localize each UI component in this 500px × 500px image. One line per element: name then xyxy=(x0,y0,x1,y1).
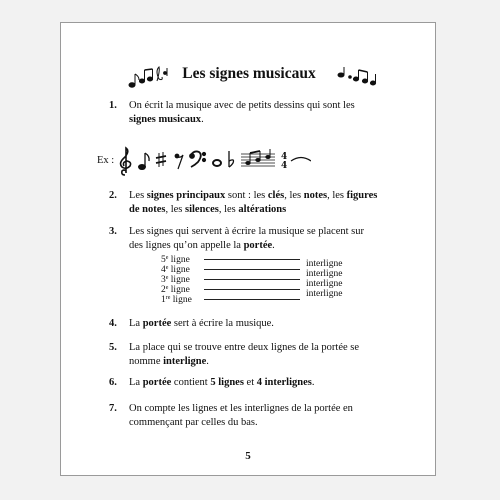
line-ordinal: e xyxy=(165,265,169,271)
bold-term: portée xyxy=(142,318,172,329)
item-text: On compte les lignes et les interlignes de la portée en commençant par celles du bas. xyxy=(129,403,353,428)
interline-label: interligne xyxy=(306,259,343,269)
page-number: 5 xyxy=(245,450,251,462)
tie-icon xyxy=(291,158,311,162)
flat-icon xyxy=(229,151,234,167)
item-text: La place qui se trouve entre deux lignes de la portée se nomme xyxy=(129,342,360,367)
item-number: 4. xyxy=(109,318,117,329)
line-word: ligne xyxy=(170,295,192,305)
bold-term: interligne xyxy=(163,355,207,367)
svg-text:4: 4 xyxy=(281,161,288,171)
bold-term: portée xyxy=(243,239,273,251)
item-number: 7. xyxy=(109,403,117,414)
bold-term: clés xyxy=(267,190,285,201)
line-word: ligne xyxy=(168,275,190,285)
staff-notes-icon xyxy=(241,149,275,166)
line-ordinal: re xyxy=(165,295,171,301)
interline-label: interligne xyxy=(306,269,343,279)
line-number: 3 xyxy=(161,275,166,285)
list-item xyxy=(109,341,379,368)
interline-label: interligne xyxy=(306,289,343,299)
line-ordinal: e xyxy=(165,275,169,281)
item-text: . xyxy=(201,113,204,125)
eighth-rest-icon xyxy=(175,154,183,169)
bold-term: signes principaux xyxy=(146,190,226,201)
eighth-note-icon xyxy=(139,153,149,169)
list-item xyxy=(109,402,379,429)
list-item xyxy=(109,225,379,252)
bold-term: figures de notes xyxy=(129,190,378,215)
example-label: Ex : xyxy=(97,155,115,166)
staff-diagram xyxy=(161,253,381,313)
staff-line xyxy=(204,269,300,270)
item-text: sert à écrire la musique. xyxy=(171,318,274,329)
item-text: , les xyxy=(284,190,304,201)
list-item xyxy=(109,376,379,390)
line-ordinal: e xyxy=(165,255,169,261)
item-text: Les signes qui servent à écrire la musique se placent sur des lignes qu’on appelle la xyxy=(129,226,365,251)
bold-term: altérations xyxy=(238,203,287,215)
item-text: Les xyxy=(129,190,147,201)
time-signature-icon xyxy=(281,152,287,171)
line-word: ligne xyxy=(168,265,190,275)
line-number: 2 xyxy=(161,285,166,295)
music-notes-decoration-right-icon xyxy=(336,65,378,89)
line-number: 4 xyxy=(161,265,166,275)
bold-term: silences xyxy=(185,203,219,215)
book-page xyxy=(60,22,436,476)
interline-label: interligne xyxy=(306,279,343,289)
title-row xyxy=(61,63,437,93)
item-text: contient xyxy=(171,377,211,388)
staff-line xyxy=(204,289,300,290)
whole-note-icon xyxy=(213,160,221,166)
line-number: 5 xyxy=(161,255,166,265)
staff-line xyxy=(204,259,300,260)
list-item xyxy=(109,317,379,331)
item-number: 3. xyxy=(109,226,117,237)
line-word: ligne xyxy=(168,255,190,265)
item-text: , les xyxy=(165,203,186,215)
list-item xyxy=(109,189,379,216)
item-number: 2. xyxy=(109,190,117,201)
staff-line xyxy=(204,299,300,300)
item-text: La xyxy=(129,377,143,388)
line-word: ligne xyxy=(168,285,190,295)
item-number: 5. xyxy=(109,342,117,353)
item-text: La xyxy=(129,318,143,329)
item-text: , les xyxy=(218,203,239,215)
item-text: . xyxy=(272,239,275,251)
item-text: , les xyxy=(327,190,347,201)
item-number: 1. xyxy=(109,100,117,111)
item-text: On écrit la musique avec de petits dessins qui sont les xyxy=(129,100,355,111)
page-title: Les signes musicaux xyxy=(182,65,316,82)
treble-clef-icon xyxy=(121,148,131,175)
example-row xyxy=(97,145,337,175)
bold-term: 4 interlignes xyxy=(256,377,312,388)
item-text: . xyxy=(311,377,315,388)
item-text: sont : les xyxy=(225,190,268,201)
item-number: 6. xyxy=(109,377,117,388)
line-number: 1 xyxy=(161,295,166,305)
svg-text:4: 4 xyxy=(281,152,288,162)
bold-term: 5 lignes xyxy=(210,377,244,388)
list-item xyxy=(109,99,379,126)
item-text: et xyxy=(243,377,257,388)
staff-line xyxy=(204,279,300,280)
sharp-icon xyxy=(156,152,166,167)
line-ordinal: e xyxy=(165,285,169,291)
staff-line-label xyxy=(161,293,192,305)
bold-term: signes musicaux xyxy=(129,113,202,125)
bold-term: portée xyxy=(142,377,172,388)
item-text: . xyxy=(206,355,209,367)
bold-term: notes xyxy=(303,190,328,201)
music-symbols-example xyxy=(115,145,311,177)
bass-clef-icon xyxy=(190,151,205,167)
